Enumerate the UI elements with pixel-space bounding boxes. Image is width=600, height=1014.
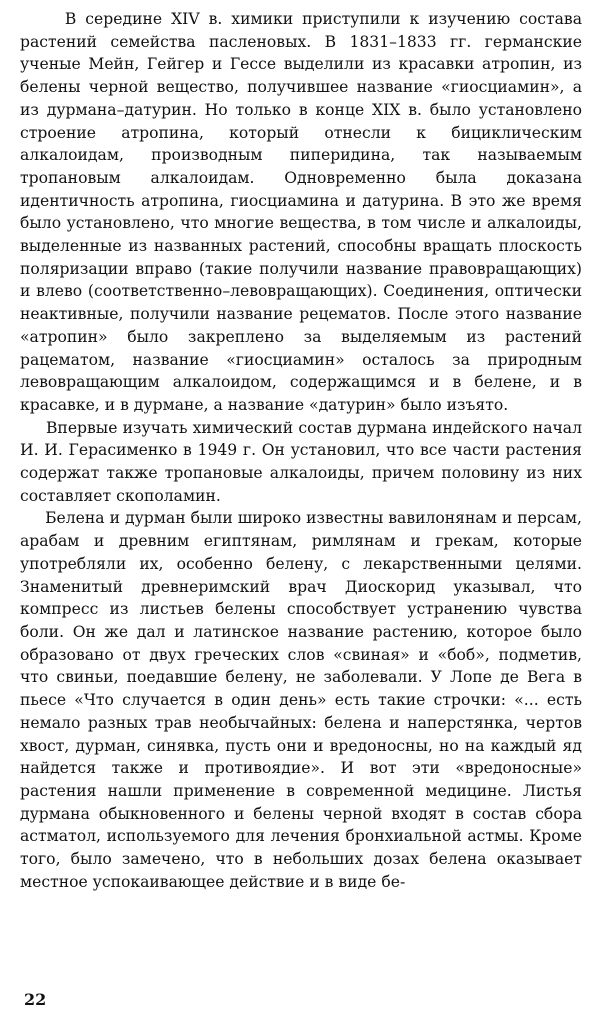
book-page (20, 8, 582, 1009)
paragraph-1: В середине XIV в. химики приступили к изучению состава растений семейства пасленовых. В 1831–1833 гг. германские ученые Мейн, Гейгер и Гессе выделили из красавки атропин, из белены черной вещество, получившее название «гиосциамин», а из дурмана–датурин. Но только в конце XIX в. было установлено строение атропина, который отнесли к бициклическим алкалоидам, производным пиперидина, так называемым тропановым алкалоидам. Одновременно была доказана идентичность атропина, гиосциамина и датурина. В это же время было установлено, что многие вещества, в том числе и алкалоиды, выделенные из названных растений, способны вращать плоскость поляризации вправо (такие получили название правовращающих) и влево (соответственно–левовращающих). Соединения, оптически неактивные, получили название рецематов. После этого название «атропин» было закреплено за выделяемым из растений рацематом, название «гиосциамин» осталось за природным левовращающим алкалоидом, содержащимся и в белене, и в красавке, и в дурмане, а название «датурин» было изъято. (20, 10, 582, 414)
paragraph-3: Белена и дурман были широко известны вавилонянам и персам, арабам и древним египтянам, римлянам и грекам, которые употребляли их, особенно белену, с лекарственными целями. Знаменитый древнеримский врач Диоскорид указывал, что компресс из листьев белены способствует устранению чувства боли. Он же дал и латинское название растению, которое было образовано от двух греческих слов «свиная» и «боб», подметив, что свиньи, поедавшие белену, не заболевали. У Лопе де Вега в пьесе «Что случается в один день» есть такие строчки: «... есть немало разных трав необычайных: белена и наперстянка, чертов хвост, дурман, синявка, пусть они и вредоносны, но на каждый яд найдется также и противоядие». И вот эти «вредоносные» растения нашли применение в современной медицине. Листья дурмана обыкновенного и белены черной входят в состав сбора астматол, используемого для лечения бронхиальной астмы. Кроме того, было замечено, что в небольших дозах белена оказывает местное успокаивающее действие и в виде бе- (20, 509, 582, 891)
page-number: 22 (24, 990, 47, 1009)
paragraph-2: Впервые изучать химический состав дурмана индейского начал И. И. Герасименко в 1949 г. Он установил, что все части растения содержат также тропановые алкалоиды, причем половину из них составляет скополамин. (20, 418, 582, 505)
